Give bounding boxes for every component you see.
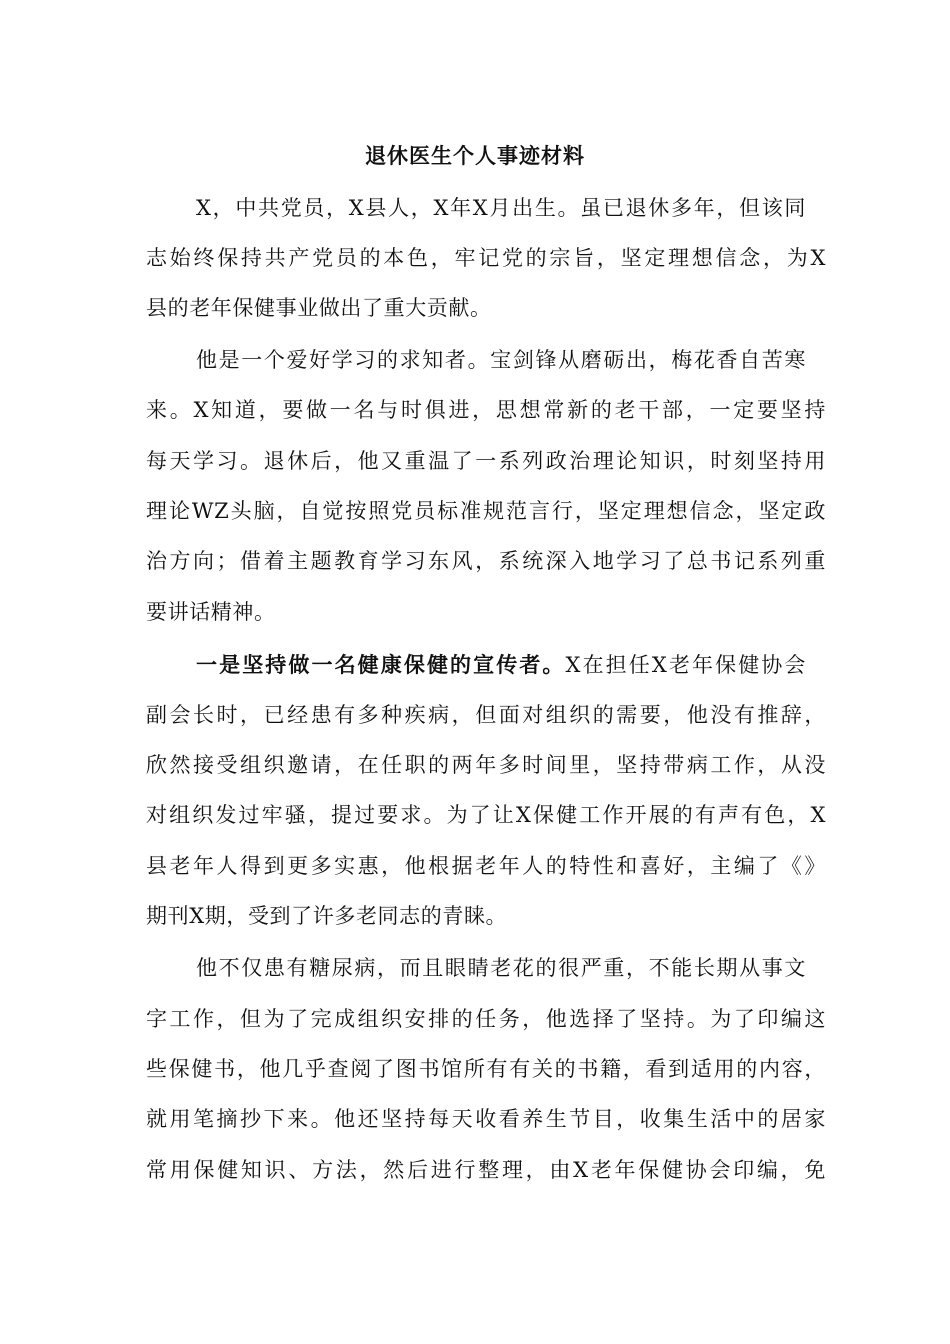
- paragraph-3-line-2: 副会长时，已经患有多种疾病，但面对组织的需要，他没有推辞，: [146, 703, 826, 727]
- document-title: 退休医生个人事迹材料: [365, 143, 585, 168]
- paragraph-3-line-3: 欣然接受组织邀请，在任职的两年多时间里，坚持带病工作，从没: [146, 753, 826, 777]
- paragraph-3-line-4: 对组织发过牢骚，提过要求。为了让X保健工作开展的有声有色，X: [146, 803, 826, 827]
- paragraph-1-line-3: 县的老年保健事业做出了重大贡献。: [146, 296, 492, 320]
- paragraph-3-line-6: 期刊X期，受到了许多老同志的青睐。: [146, 904, 508, 928]
- paragraph-1-line-2: 志始终保持共产党员的本色，牢记党的宗旨，坚定理想信念，为X: [146, 246, 826, 270]
- paragraph-2-line-6: 要讲话精神。: [146, 600, 276, 624]
- paragraph-2-line-1: 他是一个爱好学习的求知者。宝剑锋从磨砺出，梅花香自苦寒: [196, 348, 806, 372]
- paragraph-3-lead-rest: X在担任X老年保健协会: [565, 653, 806, 677]
- paragraph-2-line-4: 理论WZ头脑，自觉按照党员标准规范言行，坚定理想信念，坚定政: [146, 499, 826, 523]
- paragraph-2-line-5: 治方向；借着主题教育学习东风，系统深入地学习了总书记系列重: [146, 549, 826, 573]
- paragraph-2-line-3: 每天学习。退休后，他又重温了一系列政治理论知识，时刻坚持用: [146, 449, 826, 473]
- paragraph-4-line-3: 些保健书，他几乎查阅了图书馆所有有关的书籍，看到适用的内容，: [146, 1057, 826, 1081]
- paragraph-4-line-5: 常用保健知识、方法，然后进行整理，由X老年保健协会印编，免: [146, 1158, 826, 1182]
- paragraph-4-line-1: 他不仅患有糖尿病，而且眼睛老花的很严重，不能长期从事文: [196, 956, 806, 980]
- paragraph-2-line-2: 来。X知道，要做一名与时俱进，思想常新的老干部，一定要坚持: [146, 398, 826, 422]
- paragraph-4-line-2: 字工作，但为了完成组织安排的任务，他选择了坚持。为了印编这: [146, 1007, 826, 1031]
- paragraph-4-line-4: 就用笔摘抄下来。他还坚持每天收看养生节目，收集生活中的居家: [146, 1107, 826, 1131]
- paragraph-3-line-1: [196, 649, 806, 681]
- paragraph-1-line-1: X，中共党员，X县人，X年X月出生。虽已退休多年，但该同: [196, 196, 806, 220]
- paragraph-3-lead-bold: 一是坚持做一名健康保健的宣传者。: [196, 652, 566, 677]
- paragraph-3-line-5: 县老年人得到更多实惠，他根据老年人的特性和喜好，主编了《》: [146, 854, 826, 878]
